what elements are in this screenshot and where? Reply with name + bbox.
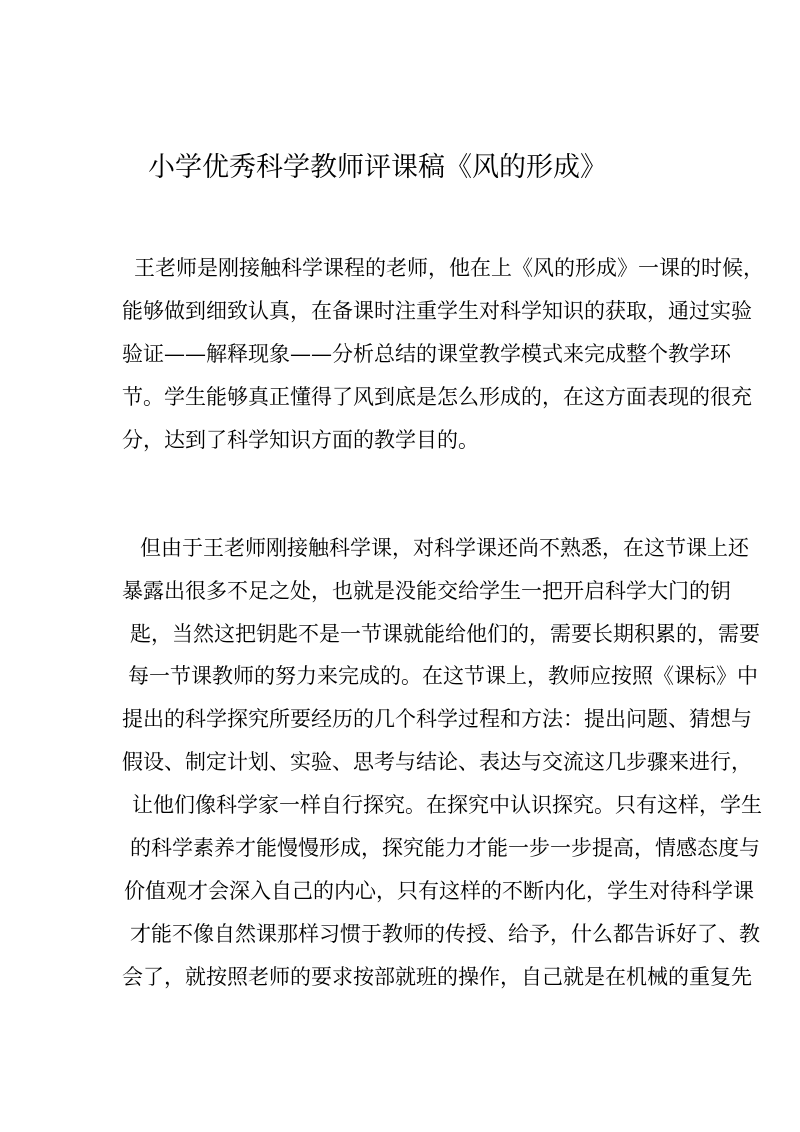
- paragraph-2-line-9: 价值观才会深入自己的内心，只有这样的不断内化，学生对待科学课: [124, 879, 754, 903]
- paragraph-1-line-5: 分，达到了科学知识方面的教学目的。: [122, 428, 479, 452]
- paragraph-1-line-4: 节。学生能够真正懂得了风到底是怎么形成的，在这方面表现的很充: [122, 385, 752, 409]
- paragraph-1-line-1: 王老师是刚接触科学课程的老师，他在上《风的形成》一课的时候，: [134, 256, 764, 280]
- paragraph-2-line-4: 每一节课教师的努力来完成的。在这节课上，教师应按照《课标》中: [128, 664, 758, 688]
- paragraph-2-line-10: 才能不像自然课那样习惯于教师的传授、给予，什么都告诉好了、教: [130, 922, 760, 946]
- paragraph-2-line-3: 匙，当然这把钥匙不是一节课就能给他们的，需要长期积累的，需要: [130, 622, 760, 646]
- paragraph-2-line-6: 假设、制定计划、实验、思考与结论、表达与交流这几步骤来进行，: [122, 750, 752, 774]
- page-title: 小学优秀科学教师评课稿《风的形成》: [148, 152, 607, 183]
- paragraph-1-line-2: 能够做到细致认真，在备课时注重学生对科学知识的获取，通过实验: [122, 299, 752, 323]
- paragraph-2-line-8: 的科学素养才能慢慢形成，探究能力才能一步一步提高，情感态度与: [130, 836, 760, 860]
- paragraph-1-line-3: 验证——解释现象——分析总结的课堂教学模式来完成整个教学环: [122, 342, 731, 366]
- paragraph-2-line-11: 会了，就按照老师的要求按部就班的操作，自己就是在机械的重复先: [122, 965, 752, 989]
- paragraph-2-line-2: 暴露出很多不足之处，也就是没能交给学生一把开启科学大门的钥: [122, 579, 731, 603]
- paragraph-2-line-1: 但由于王老师刚接触科学课，对科学课还尚不熟悉，在这节课上还: [140, 536, 749, 560]
- paragraph-2-line-5: 提出的科学探究所要经历的几个科学过程和方法：提出问题、猜想与: [122, 707, 752, 731]
- paragraph-2-line-7: 让他们像科学家一样自行探究。在探究中认识探究。只有这样，学生: [132, 793, 762, 817]
